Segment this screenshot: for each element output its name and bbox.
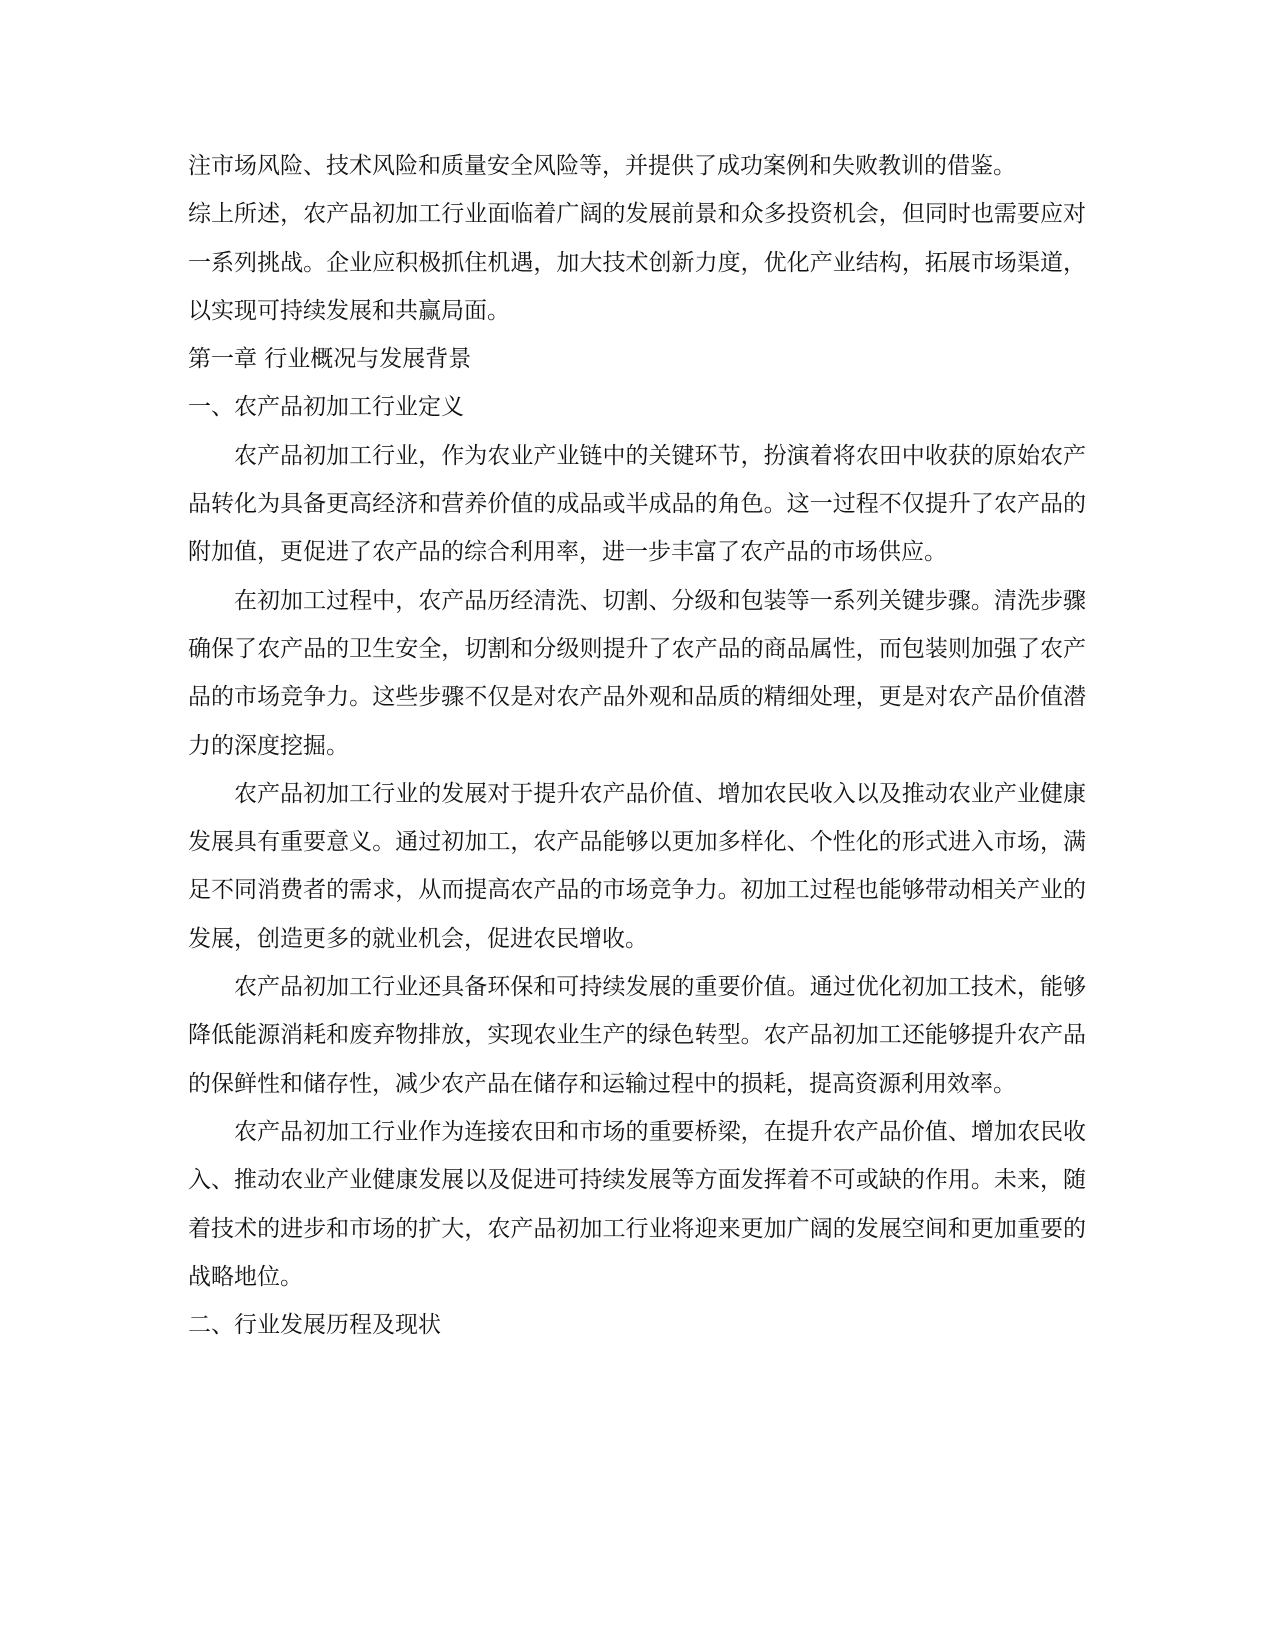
- chapter-title: 第一章 行业概况与发展背景: [188, 346, 472, 373]
- body-paragraph: 农产品初加工行业还具备环保和可持续发展的重要价值。通过优化初加工技术，能够降低能源消耗和废弃物排放，实现农业生产的绿色转型。农产品初加工还能够提升农产品的保鲜性和储存性，减少农产品在储存和运输过程中的损耗，提高资源利用效率。: [188, 974, 1086, 1097]
- body-paragraph: 农产品初加工行业作为连接农田和市场的重要桥梁，在提升农产品价值、增加农民收入、推动农业产业健康发展以及促进可持续发展等方面发挥着不可或缺的作用。未来，随着技术的进步和市场的扩大，农产品初加工行业将迎来更加广阔的发展空间和更加重要的战略地位。: [188, 1118, 1086, 1290]
- summary-paragraph: 综上所述，农产品初加工行业面临着广阔的发展前景和众多投资机会，但同时也需要应对一系列挑战。企业应积极抓住机遇，加大技术创新力度，优化产业结构，拓展市场渠道，以实现可持续发展和共赢局面。: [188, 201, 1086, 324]
- body-paragraph: 农产品初加工行业，作为农业产业链中的关键环节，扮演着将农田中收获的原始农产品转化为具备更高经济和营养价值的成品或半成品的角色。这一过程不仅提升了农产品的附加值，更促进了农产品的综合利用率，进一步丰富了农产品的市场供应。: [188, 442, 1086, 566]
- continuation-text: 注市场风险、技术风险和质量安全风险等，并提供了成功案例和失败教训的借鉴。: [188, 153, 1016, 179]
- document-page: [188, 142, 1086, 1349]
- body-paragraph: 在初加工过程中，农产品历经清洗、切割、分级和包装等一系列关键步骤。清洗步骤确保了农产品的卫生安全，切割和分级则提升了农产品的商品属性，而包装则加强了农产品的市场竞争力。这些步骤不仅是对农产品外观和品质的精细处理，更是对农产品价值潜力的深度挖掘。: [188, 587, 1086, 759]
- section-title-history: 二、行业发展历程及现状: [188, 1312, 441, 1339]
- body-paragraph: 农产品初加工行业的发展对于提升农产品价值、增加农民收入以及推动农业产业健康发展具有重要意义。通过初加工，农产品能够以更加多样化、个性化的形式进入市场，满足不同消费者的需求，从而提高农产品的市场竞争力。初加工过程也能够带动相关产业的发展，创造更多的就业机会，促进农民增收。: [188, 780, 1086, 952]
- section-title-definition: 一、农产品初加工行业定义: [188, 394, 464, 421]
